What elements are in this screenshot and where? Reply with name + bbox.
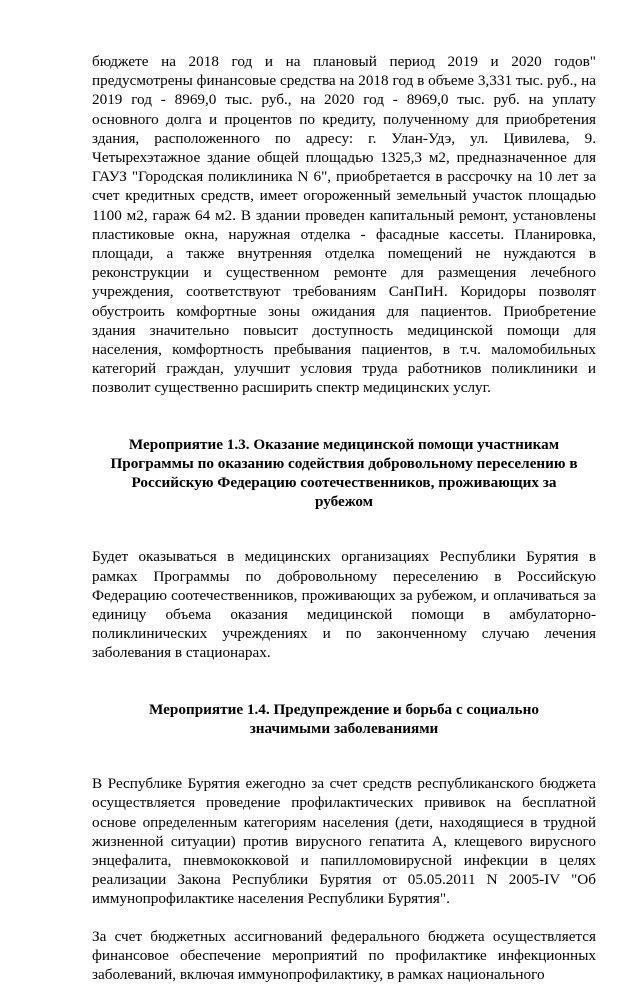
section-spacer [92, 511, 596, 547]
section-heading-1-3 [92, 435, 596, 512]
body-paragraph: За счет бюджетных ассигнований федерального бюджета осуществляется финансовое обеспечение мероприятий по профилактике инфекционных заболеваний, включая иммунопрофилактику, в рамках национального [92, 927, 596, 983]
document-page [92, 52, 596, 984]
section-spacer [92, 663, 596, 700]
heading-line: Мероприятие 1.3. Оказание медицинской помощи участникам [128, 435, 560, 453]
heading-line: значимыми заболеваниями [249, 719, 439, 737]
heading-line: рубежом [314, 493, 374, 511]
heading-line: Российскую Федерацию соотечественников, проживающих за [131, 474, 557, 492]
section-spacer [92, 398, 596, 435]
heading-line: Программы по оказанию содействия добровольному переселению в [110, 454, 578, 472]
body-paragraph: Будет оказываться в медицинских организациях Республики Бурятия в рамках Программы по добровольному переселению в Российскую Федерацию соотечественников, проживающих за рубежом, и оплачиваться за единицу объема оказания медицинской помощи в амбулаторно-поликлинических учреждениях и по законченному случаю лечения заболевания в стационарах. [92, 548, 596, 662]
section-heading-1-4 [92, 700, 596, 738]
section-spacer [92, 738, 596, 774]
body-paragraph: бюджете на 2018 год и на плановый период 2019 и 2020 годов" предусмотрены финансовые средства на 2018 год в объеме 3,331 тыс. руб., на 2019 год - 8969,0 тыс. руб., на 2020 год - 8969,0 тыс. руб. на уплату основного долга и процентов по кредиту, полученному для приобретения здания, расположенного по адресу: г. Улан-Удэ, ул. Цивилева, 9. Четырехэтажное здание общей площадью 1325,3 м2, предназначенное для ГАУЗ "Городская поликлиника N 6", приобретается в рассрочку на 10 лет за счет кредитных средств, имеет огороженный земельный участок площадью 1100 м2, гараж 64 м2. В здании проведен капитальный ремонт, установлены пластиковые окна, наружная отделка - фасадные кассеты. Планировка, площади, а также внутренняя отделка помещений не нуждаются в реконструкции и существенном ремонте для размещения лечебного учреждения, соответствуют требованиям СанПиН. Коридоры позволят обустроить комфортные зоны ожидания для пациентов. Приобретение здания значительно повысит доступность медицинской помощи для населения, комфортность пребывания пациентов, в т.ч. маломобильных категорий граждан, улучшит условия труда работников поликлиники и позволит существенно расширить спектр медицинских услуг. [92, 53, 596, 397]
body-paragraph: В Республике Бурятия ежегодно за счет средств республиканского бюджета осуществляется проведение профилактических прививок на бесплатной основе определенным категориям населения (дети, находящиеся в трудной жизненной ситуации) против вирусного гепатита А, клещевого вирусного энцефалита, пневмококковой и папилломовирусной инфекции в целях реализации Закона Республики Бурятия от 05.05.2011 N 2005-IV "Об иммунопрофилактике населения Республики Бурятия". [92, 775, 596, 908]
heading-line: Мероприятие 1.4. Предупреждение и борьба с социально [149, 700, 539, 718]
paragraph-spacer [92, 909, 596, 927]
